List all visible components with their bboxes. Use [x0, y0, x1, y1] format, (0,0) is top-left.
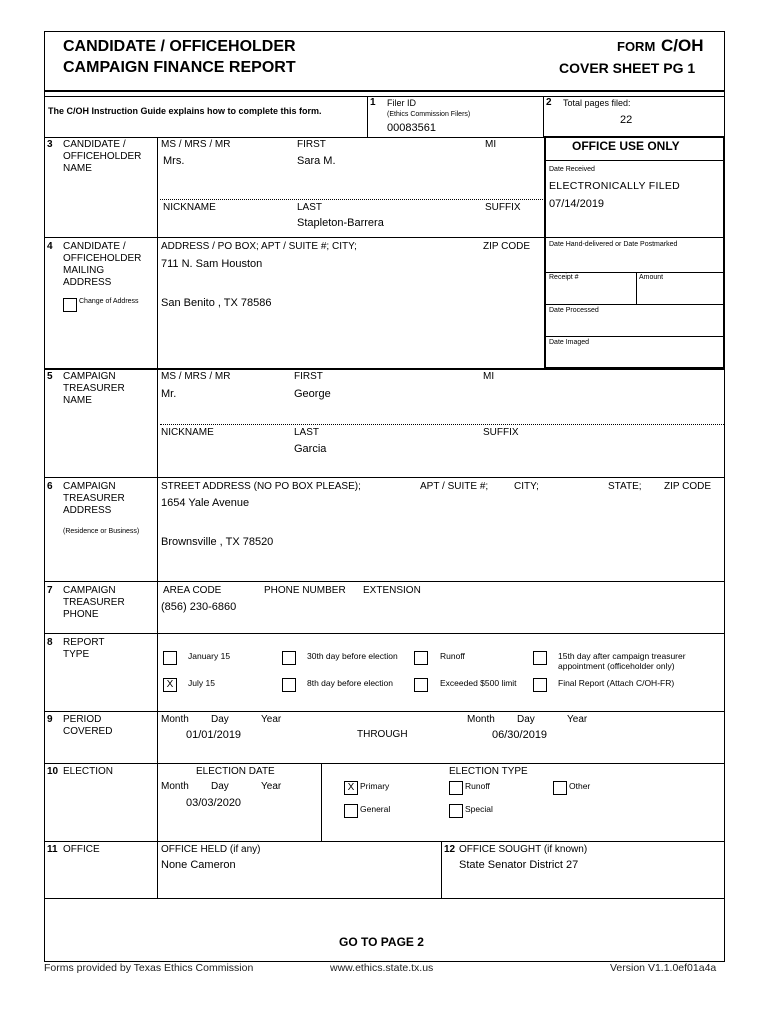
- period-from-month-label: Month: [161, 714, 189, 725]
- election-other-label: Other: [569, 781, 591, 791]
- treasurer-prefix: Mr.: [161, 388, 177, 400]
- period-through-label: THROUGH: [357, 729, 408, 740]
- office-sought-value: State Senator District 27: [459, 859, 579, 871]
- report-final-checkbox[interactable]: [533, 678, 547, 692]
- election-special-label: Special: [465, 804, 493, 814]
- candidate-suffix-label: SUFFIX: [485, 202, 521, 213]
- receipt-label: Receipt #: [549, 274, 579, 281]
- report-15day-label: 15th day after campaign treasurer: [558, 651, 686, 661]
- period-to-year-label: Year: [567, 714, 588, 725]
- election-date-label: ELECTION DATE: [196, 766, 275, 777]
- section-6-label: CAMPAIGN: [63, 481, 116, 492]
- section-5-num: 5: [47, 371, 53, 382]
- election-general-label: General: [360, 804, 391, 814]
- section-5-label: CAMPAIGN: [63, 371, 116, 382]
- treasurer-first-label: FIRST: [294, 371, 323, 382]
- treasurer-last: Garcia: [294, 443, 327, 455]
- election-year-label: Year: [261, 781, 282, 792]
- section-4-label: CANDIDATE /: [63, 241, 126, 252]
- change-of-address-checkbox[interactable]: [63, 298, 77, 312]
- election-month-label: Month: [161, 781, 189, 792]
- period-to-value: 06/30/2019: [492, 729, 548, 741]
- report-runoff-label: Runoff: [440, 651, 465, 661]
- form-title-line1: CANDIDATE / OFFICEHOLDER: [63, 38, 296, 55]
- section-4-num: 4: [47, 241, 53, 252]
- election-type-label: ELECTION TYPE: [449, 766, 528, 777]
- treasurer-city-label: CITY;: [514, 481, 539, 492]
- candidate-prefix: Mrs.: [163, 155, 185, 167]
- area-code-label: AREA CODE: [163, 585, 222, 596]
- election-day-label: Day: [211, 781, 229, 792]
- treasurer-address-line2: Brownsville , TX 78520: [161, 536, 274, 548]
- section-8-label: REPORT: [63, 637, 105, 648]
- election-primary-label: Primary: [360, 781, 390, 791]
- treasurer-last-label: LAST: [294, 427, 320, 438]
- filer-id-num: 1: [370, 97, 376, 108]
- candidate-first-label: FIRST: [297, 139, 326, 150]
- election-other-checkbox[interactable]: [553, 781, 567, 795]
- report-15day-checkbox[interactable]: [533, 651, 547, 665]
- section-10-label: ELECTION: [63, 766, 114, 777]
- hand-delivered-label: Date Hand-delivered or Date Postmarked: [549, 241, 678, 248]
- candidate-zip-label: ZIP CODE: [483, 241, 531, 252]
- candidate-last: Stapleton-Barrera: [297, 217, 384, 229]
- office-use-title: OFFICE USE ONLY: [572, 139, 680, 153]
- candidate-prefix-label: MS / MRS / MR: [161, 139, 231, 150]
- candidate-address-line2: San Benito , TX 78586: [161, 297, 272, 309]
- treasurer-address-line1: 1654 Yale Avenue: [161, 497, 250, 509]
- date-received-value1: ELECTRONICALLY FILED: [549, 180, 681, 192]
- report-exceeded-checkbox[interactable]: [414, 678, 428, 692]
- section-7-label: CAMPAIGN: [63, 585, 116, 596]
- form-title-line2: CAMPAIGN FINANCE REPORT: [63, 59, 296, 76]
- election-date-value: 03/03/2020: [186, 797, 242, 809]
- treasurer-zip-label: ZIP CODE: [664, 481, 712, 492]
- treasurer-suffix-label: SUFFIX: [483, 427, 519, 438]
- section-7-num: 7: [47, 585, 53, 596]
- total-pages-label: Total pages filed:: [563, 98, 631, 108]
- report-jul15-label: July 15: [188, 678, 215, 688]
- election-special-checkbox[interactable]: [449, 804, 463, 818]
- filer-id-label: Filer ID: [387, 98, 416, 108]
- office-held-label: OFFICE HELD (if any): [161, 844, 261, 855]
- instructions-text: The C/OH Instruction Guide explains how to complete this form.: [48, 106, 322, 116]
- period-from-day-label: Day: [211, 714, 229, 725]
- section-9-num: 9: [47, 714, 53, 725]
- report-30day-checkbox[interactable]: [282, 651, 296, 665]
- candidate-nickname-label: NICKNAME: [163, 202, 216, 213]
- period-from-year-label: Year: [261, 714, 282, 725]
- candidate-last-label: LAST: [297, 202, 323, 213]
- report-8day-label: 8th day before election: [307, 678, 394, 688]
- date-received-value2: 07/14/2019: [549, 198, 605, 210]
- go-to-page-2: GO TO PAGE 2: [339, 935, 424, 949]
- section-6-num: 6: [47, 481, 53, 492]
- treasurer-mi-label: MI: [483, 371, 495, 382]
- filer-id-value: 00083561: [387, 122, 436, 134]
- form-prefix: FORM: [617, 39, 656, 54]
- phone-number-label: PHONE NUMBER: [264, 585, 346, 596]
- report-8day-checkbox[interactable]: [282, 678, 296, 692]
- footer-url: www.ethics.state.tx.us: [330, 962, 434, 974]
- treasurer-nickname-label: NICKNAME: [161, 427, 214, 438]
- report-30day-label: 30th day before election: [307, 651, 398, 661]
- office-held-value: None Cameron: [161, 859, 236, 871]
- treasurer-first: George: [294, 388, 331, 400]
- change-of-address-label: Change of Address: [79, 298, 139, 305]
- candidate-address-label: ADDRESS / PO BOX; APT / SUITE #; CITY;: [161, 241, 357, 252]
- section-8-num: 8: [47, 637, 53, 648]
- section-11-num: 11: [47, 844, 58, 855]
- section-3-num: 3: [47, 139, 53, 150]
- date-processed-label: Date Processed: [549, 307, 599, 314]
- election-runoff-checkbox[interactable]: [449, 781, 463, 795]
- header-divider: [44, 90, 725, 92]
- footer-provider: Forms provided by Texas Ethics Commission: [44, 962, 254, 974]
- treasurer-state-label: STATE;: [608, 481, 642, 492]
- candidate-mi-label: MI: [485, 139, 497, 150]
- report-jan15-label: January 15: [188, 651, 231, 661]
- office-sought-label: OFFICE SOUGHT (if known): [459, 844, 588, 855]
- treasurer-phone: (856) 230-6860: [161, 601, 237, 613]
- treasurer-prefix-label: MS / MRS / MR: [161, 371, 231, 382]
- report-jul15-checkbox[interactable]: X: [163, 678, 177, 692]
- section-12-num: 12: [444, 844, 456, 855]
- amount-label: Amount: [639, 274, 664, 281]
- section-3-label: CANDIDATE /: [63, 139, 126, 150]
- section-9-label: PERIOD: [63, 714, 102, 725]
- total-pages-value: 22: [620, 114, 633, 126]
- election-runoff-label: Runoff: [465, 781, 490, 791]
- report-runoff-checkbox[interactable]: [414, 651, 428, 665]
- report-jan15-checkbox[interactable]: [163, 651, 177, 665]
- candidate-first: Sara M.: [297, 155, 336, 167]
- filer-id-sublabel: (Ethics Commission Filers): [387, 111, 471, 118]
- cover-sheet-label: COVER SHEET PG 1: [559, 60, 696, 76]
- treasurer-street-label: STREET ADDRESS (NO PO BOX PLEASE);: [161, 481, 361, 492]
- section-11-label: OFFICE: [63, 844, 100, 855]
- section-10-num: 10: [47, 766, 59, 777]
- form-code: C/OH: [661, 36, 704, 55]
- date-received-label: Date Received: [549, 166, 595, 173]
- period-to-month-label: Month: [467, 714, 495, 725]
- report-final-label: Final Report (Attach C/OH-FR): [558, 678, 675, 688]
- candidate-address-line1: 711 N. Sam Houston: [161, 258, 263, 270]
- treasurer-apt-label: APT / SUITE #;: [420, 481, 489, 492]
- total-pages-num: 2: [546, 97, 552, 108]
- date-imaged-label: Date Imaged: [549, 339, 590, 346]
- report-exceeded-label: Exceeded $500 limit: [440, 678, 517, 688]
- election-primary-checkbox[interactable]: X: [344, 781, 358, 795]
- extension-label: EXTENSION: [363, 585, 421, 596]
- election-general-checkbox[interactable]: [344, 804, 358, 818]
- period-to-day-label: Day: [517, 714, 535, 725]
- period-from-value: 01/01/2019: [186, 729, 242, 741]
- footer-version: Version V1.1.0ef01a4a: [610, 962, 717, 974]
